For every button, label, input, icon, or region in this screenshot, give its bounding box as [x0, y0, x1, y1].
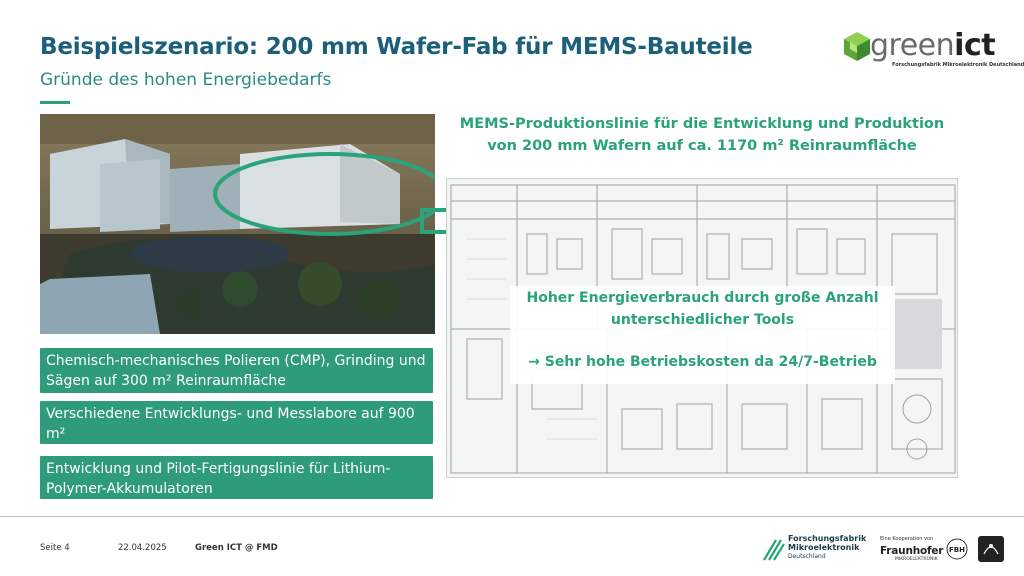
- footer-divider: [0, 516, 1024, 517]
- info-box-battery: Entwicklung und Pilot-Fertigungslinie für Lithium-Polymer-Akkumulatoren: [40, 456, 433, 499]
- info-box-cmp: Chemisch-mechanisches Polieren (CMP), Grinding und Sägen auf 300 m² Reinraumfläche: [40, 348, 433, 393]
- page-number: Seite 4: [40, 543, 70, 553]
- fmd-stripes-icon: [762, 536, 786, 562]
- greenict-logo: [840, 28, 1024, 70]
- footer-date: 22.04.2025: [118, 543, 167, 553]
- fmd-line2: Mikroelektronik: [788, 543, 860, 552]
- greenict-cube-icon: [840, 30, 874, 64]
- logo-wordmark: greenict: [870, 28, 996, 63]
- fmd-line1: Forschungsfabrik: [788, 534, 867, 543]
- partner-seal-logo: [976, 534, 1006, 564]
- slide-subtitle: Gründe des hohen Energiebedarfs: [40, 70, 332, 90]
- fbh-text: FBH: [949, 546, 965, 554]
- cooperation-label: Eine Kooperation von: [880, 536, 934, 542]
- title-underline: [40, 101, 70, 104]
- fmd-line3: Deutschland: [788, 553, 826, 560]
- fraunhofer-sub: MIKROELEKTRONIK: [895, 557, 938, 562]
- overlay-energy-text: Hoher Energieverbrauch durch große Anzahl unterschiedlicher Tools: [526, 290, 879, 328]
- fab-heading: MEMS-Produktionslinie für die Entwicklung und Produktion von 200 mm Wafern auf ca. 1170 m² Reinraumfläche: [459, 116, 945, 154]
- footer-label: Green ICT @ FMD: [195, 543, 278, 553]
- slide-title: Beispielszenario: 200 mm Wafer-Fab für MEMS-Bauteile: [40, 34, 753, 60]
- overlay-cost-text: → Sehr hohe Betriebskosten da 24/7-Betrieb: [528, 354, 877, 370]
- fmd-logo: [762, 534, 872, 564]
- building-aerial-photo: [40, 114, 435, 334]
- fbh-logo: [946, 538, 968, 560]
- info-box-labs: Verschiedene Entwicklungs- und Messlabore auf 900 m²: [40, 401, 433, 444]
- logo-tagline: Forschungsfabrik Mikroelektronik Deutschland: [892, 62, 1024, 68]
- fraunhofer-logo: Fraunhofer: [880, 545, 944, 557]
